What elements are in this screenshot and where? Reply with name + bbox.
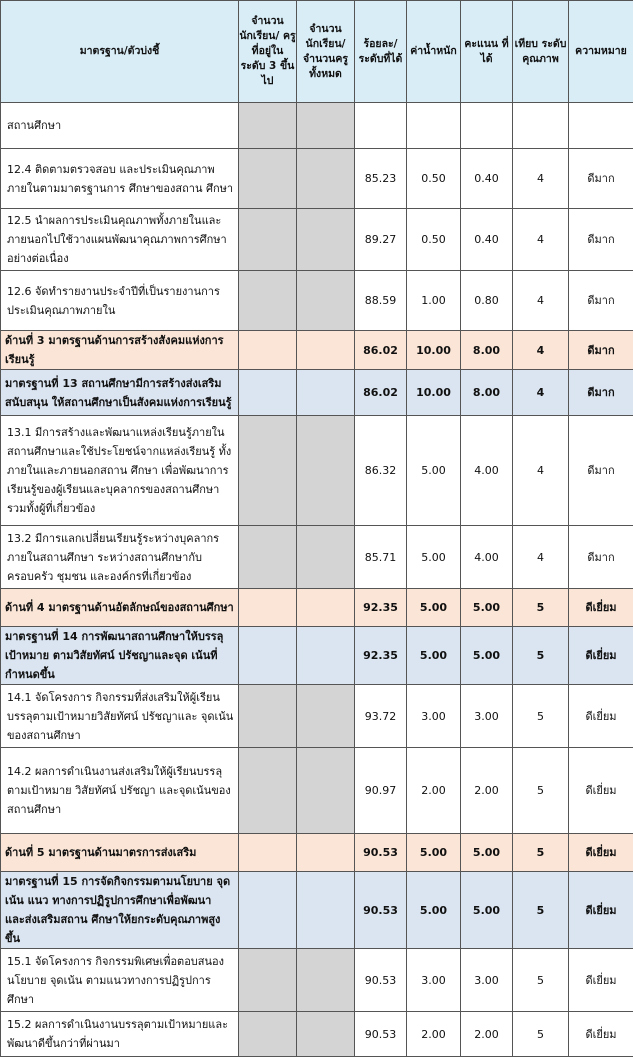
total-count-cell bbox=[297, 416, 355, 526]
qualified-count-cell bbox=[239, 103, 297, 149]
score-cell: 5.00 bbox=[461, 834, 513, 872]
score-cell: 0.80 bbox=[461, 271, 513, 331]
weight-cell: 5.00 bbox=[407, 834, 461, 872]
header-indicator: มาตรฐาน/ตัวบ่งชี้ bbox=[1, 1, 239, 103]
qualified-count-cell bbox=[239, 416, 297, 526]
percent-cell: 92.35 bbox=[355, 589, 407, 627]
level-cell: 4 bbox=[513, 526, 569, 589]
total-count-cell bbox=[297, 1012, 355, 1057]
weight-cell: 5.00 bbox=[407, 526, 461, 589]
indicator-cell: 15.1 จัดโครงการ กิจกรรมพิเศษเพื่อตอบสนอง นโยบาย จุดเน้น ตามแนวทางการปฏิรูปการ ศึกษา bbox=[1, 949, 239, 1012]
level-cell: 5 bbox=[513, 1012, 569, 1057]
score-cell: 8.00 bbox=[461, 331, 513, 370]
total-count-cell bbox=[297, 834, 355, 872]
total-count-cell bbox=[297, 271, 355, 331]
table-row bbox=[1, 103, 633, 149]
weight-cell: 0.50 bbox=[407, 149, 461, 209]
indicator-cell: มาตรฐานที่ 13 สถานศึกษามีการสร้างส่งเสริม สนับสนุน ให้สถานศึกษาเป็นสังคมแห่งการเรียนรู้ bbox=[1, 370, 239, 416]
weight-cell: 5.00 bbox=[407, 589, 461, 627]
weight-cell: 10.00 bbox=[407, 331, 461, 370]
indicator-cell: 13.1 มีการสร้างและพัฒนาแหล่งเรียนรู้ภายใน สถานศึกษาและใช้ประโยชน์จากแหล่งเรียนรู้ ทั้ง ภายในและภายนอกสถาน ศึกษา เพื่อพัฒนาการ เรียนรู้ของผู้เรียนและบุคลากรของสถานศึกษา รวมทั้งผู้ที่เกี่ยวข้อง bbox=[1, 416, 239, 526]
standard-row bbox=[1, 370, 633, 416]
indicator-cell: 14.2 ผลการดำเนินงานส่งเสริมให้ผู้เรียนบรรลุ ตามเป้าหมาย วิสัยทัศน์ ปรัชญา และจุดเน้นของ สถานศึกษา bbox=[1, 748, 239, 834]
indicator-cell: 12.6 จัดทำรายงานประจำปีที่เป็นรายงานการ ประเมินคุณภาพภายใน bbox=[1, 271, 239, 331]
weight-cell: 5.00 bbox=[407, 627, 461, 685]
indicator-cell: มาตรฐานที่ 15 การจัดกิจกรรมตามนโยบาย จุดเน้น แนว ทางการปฏิรูปการศึกษาเพื่อพัฒนา และส่งเสริมสถาน ศึกษาให้ยกระดับคุณภาพสูงขึ้น bbox=[1, 872, 239, 949]
qualified-count-cell bbox=[239, 627, 297, 685]
table-row bbox=[1, 1012, 633, 1057]
percent-cell: 86.02 bbox=[355, 331, 407, 370]
weight-cell: 5.00 bbox=[407, 872, 461, 949]
total-count-cell bbox=[297, 872, 355, 949]
total-count-cell bbox=[297, 949, 355, 1012]
indicator-cell: ด้านที่ 4 มาตรฐานด้านอัตลักษณ์ของสถานศึกษา bbox=[1, 589, 239, 627]
header-percent: ร้อยละ/ ระดับที่ได้ bbox=[355, 1, 407, 103]
level-cell: 4 bbox=[513, 331, 569, 370]
weight-cell: 2.00 bbox=[407, 1012, 461, 1057]
indicator-cell: 15.2 ผลการดำเนินงานบรรลุตามเป้าหมายและ พัฒนาดีขึ้นกว่าที่ผ่านมา bbox=[1, 1012, 239, 1057]
level-cell: 4 bbox=[513, 416, 569, 526]
level-cell: 5 bbox=[513, 949, 569, 1012]
indicator-cell: 14.1 จัดโครงการ กิจกรรมที่ส่งเสริมให้ผู้เรียน บรรลุตามเป้าหมายวิสัยทัศน์ ปรัชญาและ จุดเน้น ของสถานศึกษา bbox=[1, 685, 239, 748]
qualified-count-cell bbox=[239, 149, 297, 209]
qualified-count-cell bbox=[239, 949, 297, 1012]
meaning-cell: ดีมาก bbox=[569, 416, 633, 526]
level-cell bbox=[513, 103, 569, 149]
table-row bbox=[1, 209, 633, 271]
meaning-cell: ดีเยี่ยม bbox=[569, 589, 633, 627]
table-row bbox=[1, 526, 633, 589]
header-row bbox=[1, 1, 633, 103]
score-cell: 3.00 bbox=[461, 949, 513, 1012]
meaning-cell: ดีมาก bbox=[569, 370, 633, 416]
qualified-count-cell bbox=[239, 589, 297, 627]
level-cell: 4 bbox=[513, 209, 569, 271]
level-cell: 4 bbox=[513, 149, 569, 209]
indicator-cell: ด้านที่ 5 มาตรฐานด้านมาตรการส่งเสริม bbox=[1, 834, 239, 872]
meaning-cell: ดีเยี่ยม bbox=[569, 872, 633, 949]
weight-cell: 5.00 bbox=[407, 416, 461, 526]
qualified-count-cell bbox=[239, 271, 297, 331]
qualified-count-cell bbox=[239, 331, 297, 370]
meaning-cell: ดีเยี่ยม bbox=[569, 748, 633, 834]
meaning-cell: ดีมาก bbox=[569, 271, 633, 331]
qualified-count-cell bbox=[239, 370, 297, 416]
header-total-count: จำนวน นักเรียน/ จำนวนครู ทั้งหมด bbox=[297, 1, 355, 103]
score-cell: 0.40 bbox=[461, 209, 513, 271]
total-count-cell bbox=[297, 209, 355, 271]
table-row bbox=[1, 748, 633, 834]
score-cell: 4.00 bbox=[461, 416, 513, 526]
percent-cell: 88.59 bbox=[355, 271, 407, 331]
percent-cell: 86.02 bbox=[355, 370, 407, 416]
qualified-count-cell bbox=[239, 526, 297, 589]
percent-cell: 90.53 bbox=[355, 1012, 407, 1057]
standard-row bbox=[1, 627, 633, 685]
header-meaning: ความหมาย bbox=[569, 1, 633, 103]
percent-cell: 86.32 bbox=[355, 416, 407, 526]
meaning-cell: ดีมาก bbox=[569, 209, 633, 271]
total-count-cell bbox=[297, 149, 355, 209]
indicator-cell: มาตรฐานที่ 14 การพัฒนาสถานศึกษาให้บรรลุเป้าหมาย ตามวิสัยทัศน์ ปรัชญาและจุด เน้นที่กำหนดขึ้น bbox=[1, 627, 239, 685]
percent-cell: 90.53 bbox=[355, 872, 407, 949]
indicator-cell: สถานศึกษา bbox=[1, 103, 239, 149]
percent-cell: 93.72 bbox=[355, 685, 407, 748]
meaning-cell: ดีเยี่ยม bbox=[569, 834, 633, 872]
weight-cell: 3.00 bbox=[407, 949, 461, 1012]
meaning-cell: ดีเยี่ยม bbox=[569, 1012, 633, 1057]
meaning-cell: ดีเยี่ยม bbox=[569, 685, 633, 748]
indicator-cell: 13.2 มีการแลกเปลี่ยนเรียนรู้ระหว่างบุคลากร ภายในสถานศึกษา ระหว่างสถานศึกษากับ ครอบครัว ชุมชน และองค์กรที่เกี่ยวข้อง bbox=[1, 526, 239, 589]
level-cell: 5 bbox=[513, 685, 569, 748]
indicator-cell: ด้านที่ 3 มาตรฐานด้านการสร้างสังคมแห่งการเรียนรู้ bbox=[1, 331, 239, 370]
percent-cell bbox=[355, 103, 407, 149]
indicator-cell: 12.5 นำผลการประเมินคุณภาพทั้งภายในและ ภายนอกไปใช้วางแผนพัฒนาคุณภาพการศึกษา อย่างต่อเนื่อง bbox=[1, 209, 239, 271]
level-cell: 5 bbox=[513, 589, 569, 627]
qualified-count-cell bbox=[239, 685, 297, 748]
percent-cell: 85.23 bbox=[355, 149, 407, 209]
qualified-count-cell bbox=[239, 872, 297, 949]
qualified-count-cell bbox=[239, 209, 297, 271]
percent-cell: 89.27 bbox=[355, 209, 407, 271]
score-cell: 8.00 bbox=[461, 370, 513, 416]
weight-cell: 0.50 bbox=[407, 209, 461, 271]
level-cell: 4 bbox=[513, 271, 569, 331]
qualified-count-cell bbox=[239, 748, 297, 834]
total-count-cell bbox=[297, 748, 355, 834]
weight-cell: 10.00 bbox=[407, 370, 461, 416]
table-row bbox=[1, 685, 633, 748]
meaning-cell: ดีเยี่ยม bbox=[569, 949, 633, 1012]
section-row bbox=[1, 331, 633, 370]
percent-cell: 85.71 bbox=[355, 526, 407, 589]
total-count-cell bbox=[297, 589, 355, 627]
total-count-cell bbox=[297, 370, 355, 416]
meaning-cell: ดีมาก bbox=[569, 526, 633, 589]
table-row bbox=[1, 271, 633, 331]
indicator-cell: 12.4 ติดตามตรวจสอบ และประเมินคุณภาพ ภายในตามมาตรฐานการ ศึกษาของสถาน ศึกษา bbox=[1, 149, 239, 209]
table-body bbox=[1, 103, 633, 1057]
total-count-cell bbox=[297, 685, 355, 748]
level-cell: 5 bbox=[513, 834, 569, 872]
total-count-cell bbox=[297, 627, 355, 685]
section-row bbox=[1, 589, 633, 627]
table-row bbox=[1, 149, 633, 209]
total-count-cell bbox=[297, 526, 355, 589]
percent-cell: 92.35 bbox=[355, 627, 407, 685]
header-weight: ค่าน้ำหนัก bbox=[407, 1, 461, 103]
score-cell: 5.00 bbox=[461, 872, 513, 949]
weight-cell bbox=[407, 103, 461, 149]
level-cell: 5 bbox=[513, 627, 569, 685]
header-score: คะแนน ที่ได้ bbox=[461, 1, 513, 103]
header-qualified-count: จำนวน นักเรียน/ ครูที่อยู่ใน ระดับ 3 ขึ้นไป bbox=[239, 1, 297, 103]
percent-cell: 90.53 bbox=[355, 949, 407, 1012]
section-row bbox=[1, 834, 633, 872]
score-cell: 4.00 bbox=[461, 526, 513, 589]
meaning-cell: ดีมาก bbox=[569, 149, 633, 209]
qualified-count-cell bbox=[239, 1012, 297, 1057]
qualified-count-cell bbox=[239, 834, 297, 872]
meaning-cell bbox=[569, 103, 633, 149]
meaning-cell: ดีเยี่ยม bbox=[569, 627, 633, 685]
table-row bbox=[1, 416, 633, 526]
total-count-cell bbox=[297, 103, 355, 149]
score-cell: 3.00 bbox=[461, 685, 513, 748]
percent-cell: 90.53 bbox=[355, 834, 407, 872]
weight-cell: 3.00 bbox=[407, 685, 461, 748]
weight-cell: 2.00 bbox=[407, 748, 461, 834]
header-level: เทียบ ระดับ คุณภาพ bbox=[513, 1, 569, 103]
level-cell: 4 bbox=[513, 370, 569, 416]
score-cell bbox=[461, 103, 513, 149]
score-cell: 5.00 bbox=[461, 589, 513, 627]
score-cell: 5.00 bbox=[461, 627, 513, 685]
meaning-cell: ดีมาก bbox=[569, 331, 633, 370]
weight-cell: 1.00 bbox=[407, 271, 461, 331]
score-cell: 2.00 bbox=[461, 748, 513, 834]
level-cell: 5 bbox=[513, 872, 569, 949]
standard-row bbox=[1, 872, 633, 949]
level-cell: 5 bbox=[513, 748, 569, 834]
score-cell: 2.00 bbox=[461, 1012, 513, 1057]
total-count-cell bbox=[297, 331, 355, 370]
table-row bbox=[1, 949, 633, 1012]
score-cell: 0.40 bbox=[461, 149, 513, 209]
percent-cell: 90.97 bbox=[355, 748, 407, 834]
